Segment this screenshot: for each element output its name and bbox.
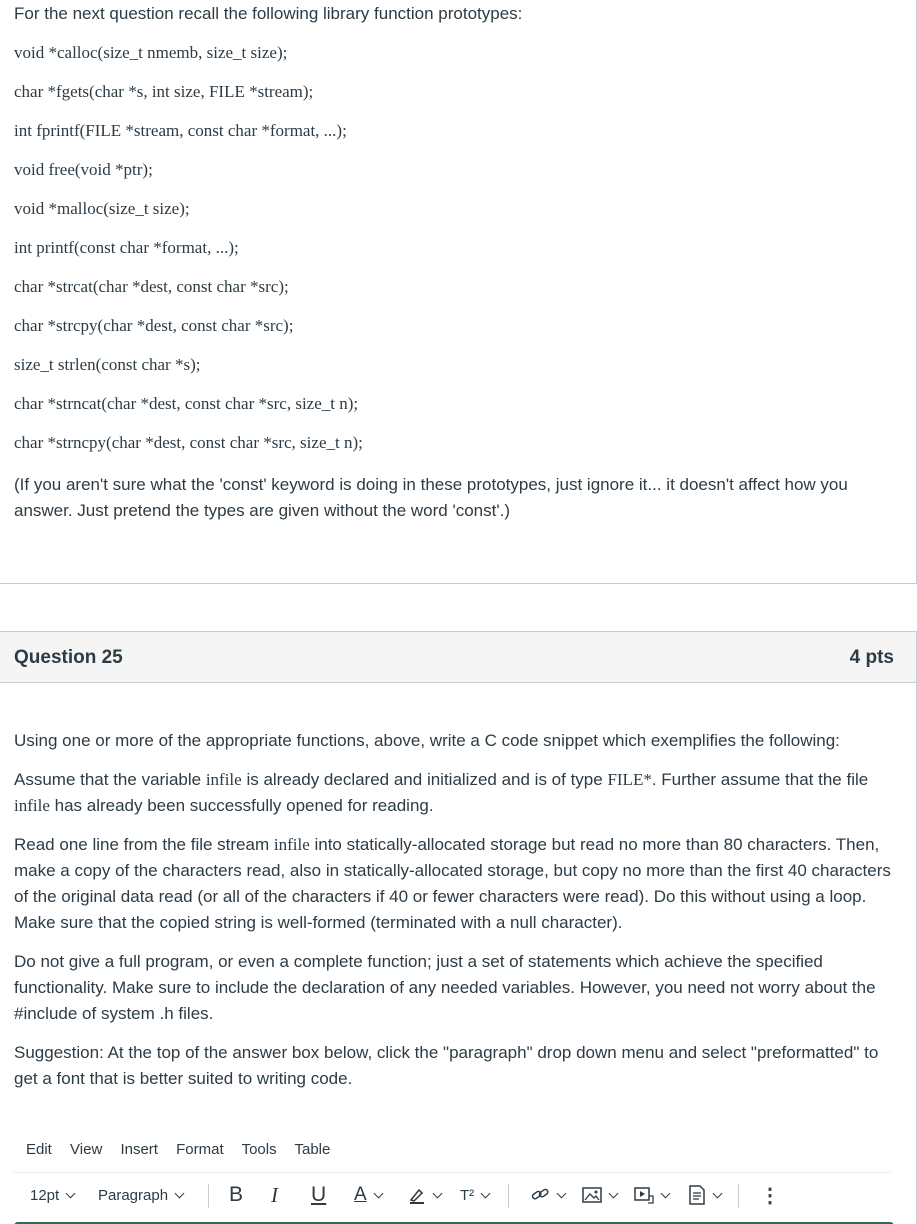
- menubar-divider: [14, 1172, 890, 1173]
- p3-text-a: Read one line from the file stream: [14, 835, 274, 854]
- prototype-fgets: char *fgets(char *s, int size, FILE *stream);: [14, 82, 314, 101]
- menu-tools[interactable]: Tools: [241, 1141, 277, 1158]
- question-paragraph-4: Do not give a full program, or even a complete function; just a set of statements which achieve the specified functionality. Make sure to include the declaration of any needed variables. However, you need not worry about the #include of system .h files.: [14, 952, 876, 1023]
- menu-table[interactable]: Table: [294, 1141, 331, 1158]
- toolbar-divider: [208, 1184, 209, 1208]
- font-size-value: 12pt: [30, 1186, 60, 1204]
- highlight-color-button[interactable]: [408, 1182, 441, 1208]
- question-title: Question 25: [14, 647, 123, 668]
- toolbar-divider: [738, 1184, 739, 1208]
- p2-text-c: is already declared and initialized and is of type: [241, 770, 608, 789]
- editor-menubar: [26, 1141, 344, 1158]
- chevron-down-icon: [66, 1188, 76, 1198]
- question-paragraph-5: Suggestion: At the top of the answer box below, click the "paragraph" drop down menu and select "preformatted" to get a font that is better suited to writing code.: [14, 1043, 879, 1088]
- p2-text-g: has already been successfully opened for reading.: [49, 796, 434, 815]
- document-icon: [688, 1185, 706, 1205]
- superscript-icon: T²: [460, 1186, 475, 1204]
- chevron-down-icon: [373, 1188, 383, 1198]
- prototype-fprintf: int fprintf(FILE *stream, const char *format, ...);: [14, 121, 347, 140]
- prototype-strlen: size_t strlen(const char *s);: [14, 355, 201, 374]
- prototype-malloc: void *malloc(size_t size);: [14, 199, 190, 218]
- chevron-down-icon: [713, 1188, 723, 1198]
- menu-view[interactable]: View: [70, 1141, 103, 1158]
- menu-insert[interactable]: Insert: [120, 1141, 158, 1158]
- prototype-strncpy: char *strncpy(char *dest, const char *src, size_t n);: [14, 433, 363, 452]
- p2-text-e: . Further assume that the file: [651, 770, 869, 789]
- prototype-printf: int printf(const char *format, ...);: [14, 238, 239, 257]
- prototype-strcat: char *strcat(char *dest, const char *src);: [14, 277, 289, 296]
- italic-button[interactable]: I: [271, 1182, 278, 1207]
- question-paragraph-1: Using one or more of the appropriate functions, above, write a C code snippet which exemplifies the following:: [14, 731, 840, 750]
- stem-intro: For the next question recall the following library function prototypes:: [14, 4, 523, 23]
- question-header: [0, 632, 916, 683]
- chevron-down-icon: [433, 1188, 443, 1198]
- font-size-dropdown[interactable]: [30, 1182, 74, 1208]
- more-options-button[interactable]: ⋮: [760, 1184, 780, 1207]
- chevron-down-icon: [175, 1188, 185, 1198]
- question-paragraph-3: [14, 832, 894, 936]
- p2-code-infile: infile: [205, 770, 242, 789]
- superscript-button[interactable]: [460, 1182, 489, 1208]
- document-button[interactable]: [688, 1182, 721, 1208]
- image-button[interactable]: [582, 1182, 617, 1208]
- question-card: [0, 631, 917, 1224]
- media-icon: [634, 1186, 654, 1204]
- p2-text-a: Assume that the variable: [14, 770, 206, 789]
- block-format-value: Paragraph: [98, 1186, 169, 1204]
- toolbar-divider: [508, 1184, 509, 1208]
- text-color-button[interactable]: [354, 1182, 382, 1208]
- bold-button[interactable]: B: [229, 1183, 244, 1206]
- chevron-down-icon: [609, 1188, 619, 1198]
- stem-note: (If you aren't sure what the 'const' keyword is doing in these prototypes, just ignore it... it doesn't affect how you answer. Just pretend the types are given without the word 'const'.): [14, 475, 848, 520]
- editor-toolbar: [14, 1180, 894, 1210]
- chevron-down-icon: [557, 1188, 567, 1198]
- text-color-icon: A: [354, 1184, 367, 1205]
- chevron-down-icon: [481, 1188, 491, 1198]
- p3-text-c: into statically-allocated storage but read no more than 80 characters. Then, make a copy of the characters read, also in statically-allocated storage, but copy no more than the first 40 characters of the original data read (or all of the characters if 40 or fewer characters were read). Do this without using a loop. Make sure that the copied string is well-formed (terminated with a null character).: [14, 835, 891, 932]
- image-icon: [582, 1186, 602, 1204]
- question-paragraph-2: [14, 767, 894, 819]
- menu-format[interactable]: Format: [176, 1141, 224, 1158]
- media-button[interactable]: [634, 1182, 669, 1208]
- link-button[interactable]: [530, 1182, 565, 1208]
- p3-code-infile: infile: [273, 835, 310, 854]
- block-format-dropdown[interactable]: [98, 1182, 183, 1208]
- highlighter-icon: [408, 1186, 426, 1204]
- prototype-calloc: void *calloc(size_t nmemb, size_t size);: [14, 43, 288, 62]
- question-points: 4 pts: [849, 647, 894, 668]
- menu-edit[interactable]: Edit: [26, 1141, 52, 1158]
- prototype-free: void free(void *ptr);: [14, 160, 153, 179]
- prototype-strncat: char *strncat(char *dest, const char *src, size_t n);: [14, 394, 359, 413]
- question-stem: [0, 0, 917, 584]
- prototype-strcpy: char *strcpy(char *dest, const char *src);: [14, 316, 294, 335]
- underline-button[interactable]: U: [311, 1183, 327, 1206]
- p2-code-file-type: FILE*: [607, 770, 652, 789]
- chevron-down-icon: [661, 1188, 671, 1198]
- link-icon: [530, 1186, 550, 1204]
- p2-code-infile-2: infile: [14, 796, 50, 815]
